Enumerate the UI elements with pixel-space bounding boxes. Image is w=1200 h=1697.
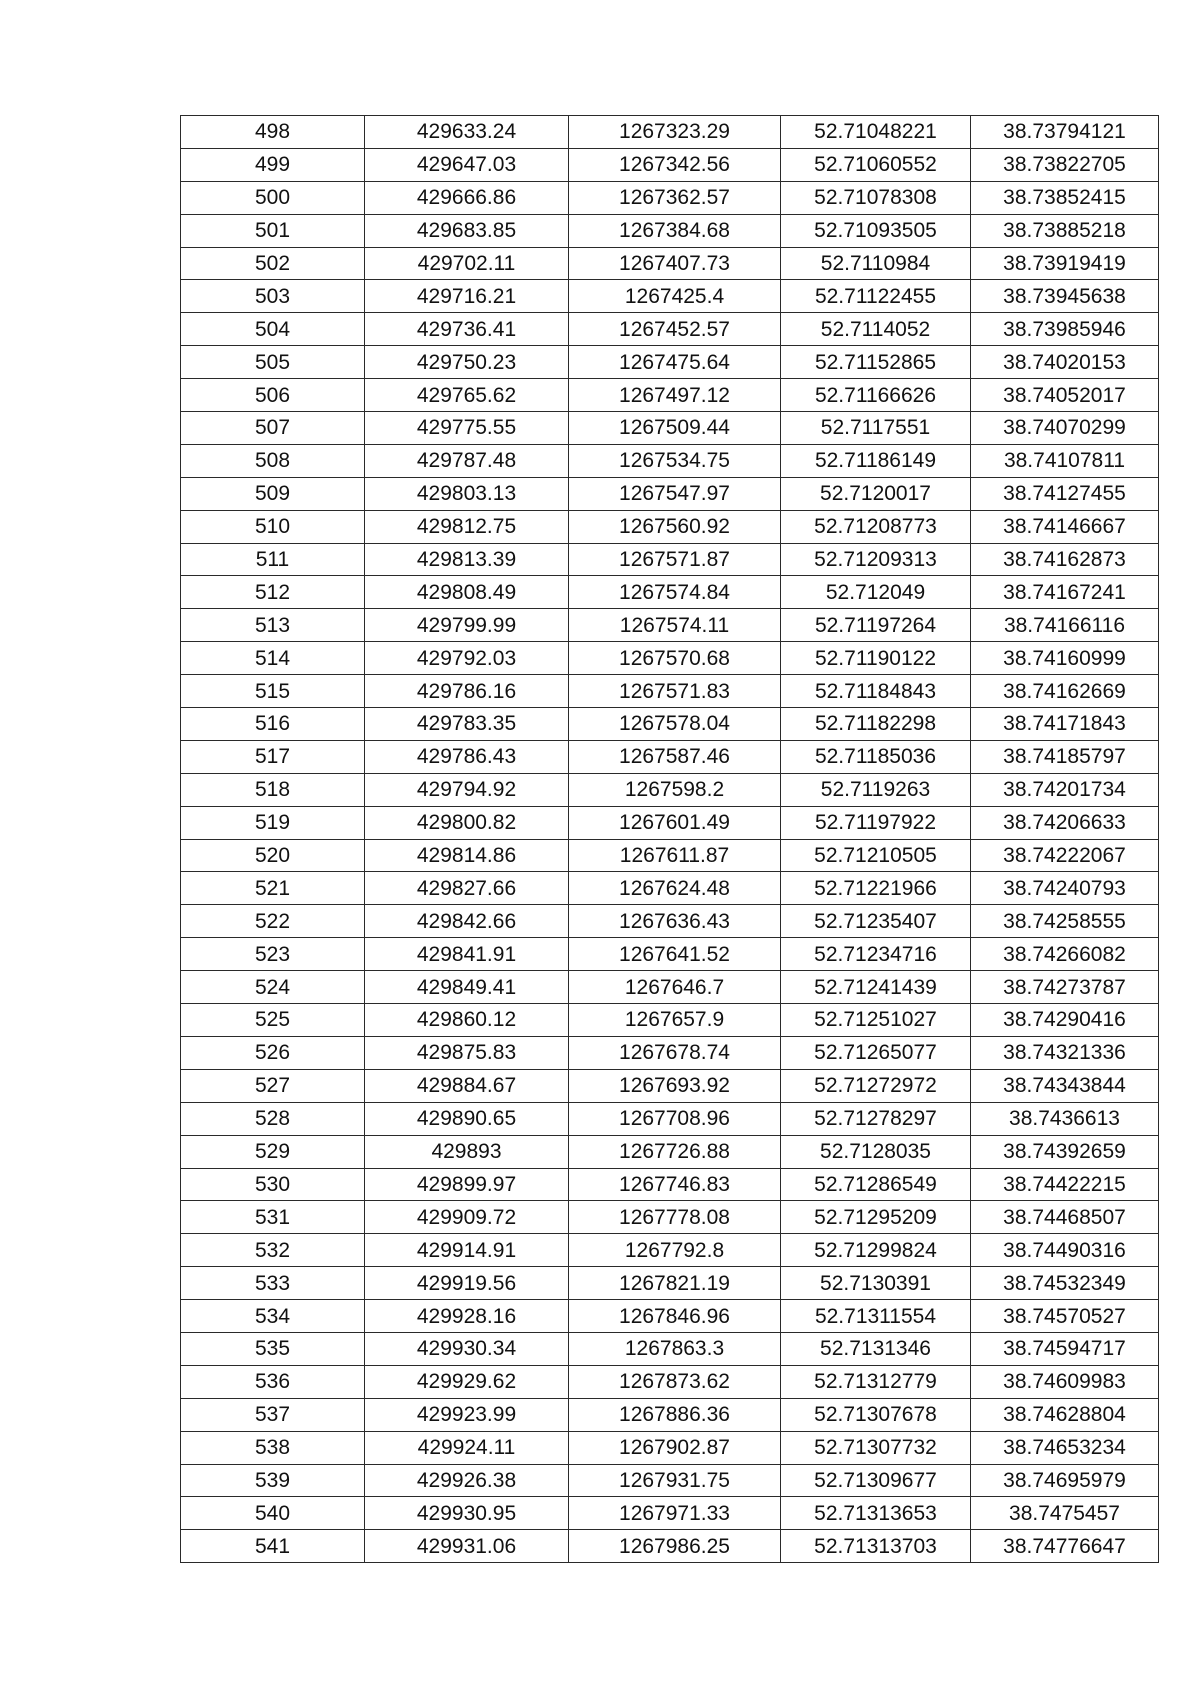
point-number-cell: 508 — [181, 444, 365, 477]
point-number-cell: 531 — [181, 1201, 365, 1234]
x-coordinate-cell: 429926.38 — [365, 1464, 569, 1497]
longitude-cell: 38.74266082 — [971, 938, 1159, 971]
longitude-cell: 38.74206633 — [971, 806, 1159, 839]
y-coordinate-cell: 1267611.87 — [569, 839, 781, 872]
longitude-cell: 38.74166116 — [971, 609, 1159, 642]
table-row — [181, 872, 1159, 905]
longitude-cell: 38.73822705 — [971, 148, 1159, 181]
y-coordinate-cell: 1267362.57 — [569, 181, 781, 214]
table-row — [181, 1168, 1159, 1201]
point-number-cell: 515 — [181, 675, 365, 708]
latitude-cell: 52.71286549 — [781, 1168, 971, 1201]
latitude-cell: 52.71251027 — [781, 1004, 971, 1037]
longitude-cell: 38.73985946 — [971, 313, 1159, 346]
y-coordinate-cell: 1267931.75 — [569, 1464, 781, 1497]
latitude-cell: 52.71299824 — [781, 1234, 971, 1267]
x-coordinate-cell: 429750.23 — [365, 346, 569, 379]
table-row — [181, 181, 1159, 214]
longitude-cell: 38.74162873 — [971, 543, 1159, 576]
latitude-cell: 52.71312779 — [781, 1365, 971, 1398]
table-row — [181, 379, 1159, 412]
x-coordinate-cell: 429813.39 — [365, 543, 569, 576]
y-coordinate-cell: 1267971.33 — [569, 1497, 781, 1530]
point-number-cell: 519 — [181, 806, 365, 839]
y-coordinate-cell: 1267601.49 — [569, 806, 781, 839]
point-number-cell: 534 — [181, 1300, 365, 1333]
point-number-cell: 503 — [181, 280, 365, 313]
point-number-cell: 504 — [181, 313, 365, 346]
point-number-cell: 510 — [181, 510, 365, 543]
longitude-cell: 38.74185797 — [971, 740, 1159, 773]
point-number-cell: 537 — [181, 1398, 365, 1431]
latitude-cell: 52.71197922 — [781, 806, 971, 839]
latitude-cell: 52.71197264 — [781, 609, 971, 642]
table-row — [181, 116, 1159, 149]
x-coordinate-cell: 429899.97 — [365, 1168, 569, 1201]
x-coordinate-cell: 429928.16 — [365, 1300, 569, 1333]
table-row — [181, 1398, 1159, 1431]
x-coordinate-cell: 429827.66 — [365, 872, 569, 905]
y-coordinate-cell: 1267587.46 — [569, 740, 781, 773]
latitude-cell: 52.71278297 — [781, 1102, 971, 1135]
point-number-cell: 528 — [181, 1102, 365, 1135]
latitude-cell: 52.71048221 — [781, 116, 971, 149]
x-coordinate-cell: 429683.85 — [365, 214, 569, 247]
y-coordinate-cell: 1267509.44 — [569, 412, 781, 445]
y-coordinate-cell: 1267342.56 — [569, 148, 781, 181]
x-coordinate-cell: 429716.21 — [365, 280, 569, 313]
point-number-cell: 540 — [181, 1497, 365, 1530]
longitude-cell: 38.74776647 — [971, 1530, 1159, 1563]
latitude-cell: 52.71166626 — [781, 379, 971, 412]
point-number-cell: 516 — [181, 708, 365, 741]
x-coordinate-cell: 429800.82 — [365, 806, 569, 839]
coordinates-table — [180, 115, 1159, 1563]
latitude-cell: 52.7128035 — [781, 1135, 971, 1168]
table-row — [181, 412, 1159, 445]
x-coordinate-cell: 429702.11 — [365, 247, 569, 280]
coordinates-table-body — [181, 116, 1159, 1563]
latitude-cell: 52.71241439 — [781, 971, 971, 1004]
latitude-cell: 52.71307732 — [781, 1431, 971, 1464]
point-number-cell: 529 — [181, 1135, 365, 1168]
longitude-cell: 38.74321336 — [971, 1036, 1159, 1069]
longitude-cell: 38.73945638 — [971, 280, 1159, 313]
longitude-cell: 38.74343844 — [971, 1069, 1159, 1102]
point-number-cell: 535 — [181, 1332, 365, 1365]
y-coordinate-cell: 1267646.7 — [569, 971, 781, 1004]
y-coordinate-cell: 1267384.68 — [569, 214, 781, 247]
y-coordinate-cell: 1267570.68 — [569, 642, 781, 675]
table-row — [181, 1300, 1159, 1333]
table-row — [181, 609, 1159, 642]
x-coordinate-cell: 429930.34 — [365, 1332, 569, 1365]
y-coordinate-cell: 1267641.52 — [569, 938, 781, 971]
table-row — [181, 1464, 1159, 1497]
longitude-cell: 38.74422215 — [971, 1168, 1159, 1201]
latitude-cell: 52.71186149 — [781, 444, 971, 477]
longitude-cell: 38.73794121 — [971, 116, 1159, 149]
longitude-cell: 38.73852415 — [971, 181, 1159, 214]
longitude-cell: 38.74167241 — [971, 576, 1159, 609]
x-coordinate-cell: 429787.48 — [365, 444, 569, 477]
longitude-cell: 38.74052017 — [971, 379, 1159, 412]
longitude-cell: 38.74609983 — [971, 1365, 1159, 1398]
longitude-cell: 38.74653234 — [971, 1431, 1159, 1464]
longitude-cell: 38.74222067 — [971, 839, 1159, 872]
latitude-cell: 52.7120017 — [781, 477, 971, 510]
y-coordinate-cell: 1267560.92 — [569, 510, 781, 543]
table-row — [181, 675, 1159, 708]
longitude-cell: 38.74162669 — [971, 675, 1159, 708]
x-coordinate-cell: 429909.72 — [365, 1201, 569, 1234]
latitude-cell: 52.71265077 — [781, 1036, 971, 1069]
y-coordinate-cell: 1267598.2 — [569, 773, 781, 806]
longitude-cell: 38.74290416 — [971, 1004, 1159, 1037]
point-number-cell: 500 — [181, 181, 365, 214]
latitude-cell: 52.71078308 — [781, 181, 971, 214]
table-row — [181, 1530, 1159, 1563]
y-coordinate-cell: 1267452.57 — [569, 313, 781, 346]
x-coordinate-cell: 429792.03 — [365, 642, 569, 675]
table-row — [181, 740, 1159, 773]
latitude-cell: 52.71307678 — [781, 1398, 971, 1431]
x-coordinate-cell: 429841.91 — [365, 938, 569, 971]
y-coordinate-cell: 1267407.73 — [569, 247, 781, 280]
longitude-cell: 38.74201734 — [971, 773, 1159, 806]
y-coordinate-cell: 1267571.87 — [569, 543, 781, 576]
y-coordinate-cell: 1267708.96 — [569, 1102, 781, 1135]
longitude-cell: 38.74127455 — [971, 477, 1159, 510]
longitude-cell: 38.74490316 — [971, 1234, 1159, 1267]
point-number-cell: 507 — [181, 412, 365, 445]
y-coordinate-cell: 1267726.88 — [569, 1135, 781, 1168]
point-number-cell: 505 — [181, 346, 365, 379]
y-coordinate-cell: 1267693.92 — [569, 1069, 781, 1102]
latitude-cell: 52.7110984 — [781, 247, 971, 280]
point-number-cell: 499 — [181, 148, 365, 181]
point-number-cell: 541 — [181, 1530, 365, 1563]
table-row — [181, 1135, 1159, 1168]
y-coordinate-cell: 1267497.12 — [569, 379, 781, 412]
point-number-cell: 511 — [181, 543, 365, 576]
y-coordinate-cell: 1267425.4 — [569, 280, 781, 313]
y-coordinate-cell: 1267886.36 — [569, 1398, 781, 1431]
x-coordinate-cell: 429875.83 — [365, 1036, 569, 1069]
latitude-cell: 52.71295209 — [781, 1201, 971, 1234]
table-row — [181, 1004, 1159, 1037]
x-coordinate-cell: 429814.86 — [365, 839, 569, 872]
longitude-cell: 38.74020153 — [971, 346, 1159, 379]
latitude-cell: 52.71210505 — [781, 839, 971, 872]
latitude-cell: 52.71152865 — [781, 346, 971, 379]
x-coordinate-cell: 429808.49 — [365, 576, 569, 609]
longitude-cell: 38.74146667 — [971, 510, 1159, 543]
point-number-cell: 518 — [181, 773, 365, 806]
longitude-cell: 38.74695979 — [971, 1464, 1159, 1497]
latitude-cell: 52.7119263 — [781, 773, 971, 806]
latitude-cell: 52.7117551 — [781, 412, 971, 445]
y-coordinate-cell: 1267475.64 — [569, 346, 781, 379]
latitude-cell: 52.71235407 — [781, 905, 971, 938]
table-row — [181, 839, 1159, 872]
point-number-cell: 532 — [181, 1234, 365, 1267]
y-coordinate-cell: 1267574.11 — [569, 609, 781, 642]
x-coordinate-cell: 429919.56 — [365, 1267, 569, 1300]
latitude-cell: 52.71182298 — [781, 708, 971, 741]
x-coordinate-cell: 429765.62 — [365, 379, 569, 412]
point-number-cell: 501 — [181, 214, 365, 247]
table-row — [181, 1497, 1159, 1530]
y-coordinate-cell: 1267534.75 — [569, 444, 781, 477]
table-row — [181, 1267, 1159, 1300]
longitude-cell: 38.74594717 — [971, 1332, 1159, 1365]
latitude-cell: 52.71190122 — [781, 642, 971, 675]
table-row — [181, 1201, 1159, 1234]
y-coordinate-cell: 1267863.3 — [569, 1332, 781, 1365]
longitude-cell: 38.74258555 — [971, 905, 1159, 938]
table-row — [181, 708, 1159, 741]
longitude-cell: 38.74070299 — [971, 412, 1159, 445]
longitude-cell: 38.74107811 — [971, 444, 1159, 477]
y-coordinate-cell: 1267323.29 — [569, 116, 781, 149]
table-row — [181, 444, 1159, 477]
point-number-cell: 524 — [181, 971, 365, 1004]
point-number-cell: 512 — [181, 576, 365, 609]
y-coordinate-cell: 1267571.83 — [569, 675, 781, 708]
x-coordinate-cell: 429890.65 — [365, 1102, 569, 1135]
longitude-cell: 38.73885218 — [971, 214, 1159, 247]
x-coordinate-cell: 429812.75 — [365, 510, 569, 543]
longitude-cell: 38.74160999 — [971, 642, 1159, 675]
point-number-cell: 523 — [181, 938, 365, 971]
latitude-cell: 52.7130391 — [781, 1267, 971, 1300]
longitude-cell: 38.74240793 — [971, 872, 1159, 905]
x-coordinate-cell: 429775.55 — [365, 412, 569, 445]
table-row — [181, 1102, 1159, 1135]
longitude-cell: 38.74628804 — [971, 1398, 1159, 1431]
table-row — [181, 1036, 1159, 1069]
latitude-cell: 52.71309677 — [781, 1464, 971, 1497]
point-number-cell: 525 — [181, 1004, 365, 1037]
point-number-cell: 513 — [181, 609, 365, 642]
x-coordinate-cell: 429794.92 — [365, 773, 569, 806]
latitude-cell: 52.7114052 — [781, 313, 971, 346]
x-coordinate-cell: 429736.41 — [365, 313, 569, 346]
longitude-cell: 38.74570527 — [971, 1300, 1159, 1333]
y-coordinate-cell: 1267547.97 — [569, 477, 781, 510]
y-coordinate-cell: 1267657.9 — [569, 1004, 781, 1037]
longitude-cell: 38.7436613 — [971, 1102, 1159, 1135]
longitude-cell: 38.73919419 — [971, 247, 1159, 280]
x-coordinate-cell: 429786.43 — [365, 740, 569, 773]
latitude-cell: 52.71234716 — [781, 938, 971, 971]
x-coordinate-cell: 429842.66 — [365, 905, 569, 938]
x-coordinate-cell: 429799.99 — [365, 609, 569, 642]
x-coordinate-cell: 429803.13 — [365, 477, 569, 510]
table-row — [181, 1234, 1159, 1267]
latitude-cell: 52.71209313 — [781, 543, 971, 576]
point-number-cell: 517 — [181, 740, 365, 773]
point-number-cell: 527 — [181, 1069, 365, 1102]
latitude-cell: 52.71221966 — [781, 872, 971, 905]
point-number-cell: 498 — [181, 116, 365, 149]
longitude-cell: 38.7475457 — [971, 1497, 1159, 1530]
table-row — [181, 1365, 1159, 1398]
point-number-cell: 526 — [181, 1036, 365, 1069]
point-number-cell: 520 — [181, 839, 365, 872]
point-number-cell: 521 — [181, 872, 365, 905]
table-row — [181, 806, 1159, 839]
table-row — [181, 971, 1159, 1004]
x-coordinate-cell: 429929.62 — [365, 1365, 569, 1398]
latitude-cell: 52.71313703 — [781, 1530, 971, 1563]
latitude-cell: 52.71122455 — [781, 280, 971, 313]
y-coordinate-cell: 1267636.43 — [569, 905, 781, 938]
x-coordinate-cell: 429786.16 — [365, 675, 569, 708]
point-number-cell: 530 — [181, 1168, 365, 1201]
longitude-cell: 38.74468507 — [971, 1201, 1159, 1234]
y-coordinate-cell: 1267821.19 — [569, 1267, 781, 1300]
table-row — [181, 477, 1159, 510]
x-coordinate-cell: 429860.12 — [365, 1004, 569, 1037]
table-row — [181, 1332, 1159, 1365]
table-row — [181, 1431, 1159, 1464]
point-number-cell: 536 — [181, 1365, 365, 1398]
point-number-cell: 539 — [181, 1464, 365, 1497]
latitude-cell: 52.712049 — [781, 576, 971, 609]
x-coordinate-cell: 429633.24 — [365, 116, 569, 149]
latitude-cell: 52.7131346 — [781, 1332, 971, 1365]
latitude-cell: 52.71184843 — [781, 675, 971, 708]
point-number-cell: 506 — [181, 379, 365, 412]
point-number-cell: 538 — [181, 1431, 365, 1464]
latitude-cell: 52.71272972 — [781, 1069, 971, 1102]
table-row — [181, 543, 1159, 576]
longitude-cell: 38.74392659 — [971, 1135, 1159, 1168]
y-coordinate-cell: 1267902.87 — [569, 1431, 781, 1464]
table-row — [181, 214, 1159, 247]
x-coordinate-cell: 429923.99 — [365, 1398, 569, 1431]
x-coordinate-cell: 429931.06 — [365, 1530, 569, 1563]
table-row — [181, 938, 1159, 971]
longitude-cell: 38.74532349 — [971, 1267, 1159, 1300]
table-row — [181, 576, 1159, 609]
point-number-cell: 522 — [181, 905, 365, 938]
y-coordinate-cell: 1267778.08 — [569, 1201, 781, 1234]
table-row — [181, 148, 1159, 181]
x-coordinate-cell: 429849.41 — [365, 971, 569, 1004]
table-row — [181, 280, 1159, 313]
latitude-cell: 52.71311554 — [781, 1300, 971, 1333]
y-coordinate-cell: 1267578.04 — [569, 708, 781, 741]
latitude-cell: 52.71060552 — [781, 148, 971, 181]
point-number-cell: 514 — [181, 642, 365, 675]
y-coordinate-cell: 1267846.96 — [569, 1300, 781, 1333]
x-coordinate-cell: 429930.95 — [365, 1497, 569, 1530]
y-coordinate-cell: 1267574.84 — [569, 576, 781, 609]
x-coordinate-cell: 429924.11 — [365, 1431, 569, 1464]
latitude-cell: 52.71185036 — [781, 740, 971, 773]
table-row — [181, 247, 1159, 280]
point-number-cell: 533 — [181, 1267, 365, 1300]
point-number-cell: 509 — [181, 477, 365, 510]
x-coordinate-cell: 429893 — [365, 1135, 569, 1168]
point-number-cell: 502 — [181, 247, 365, 280]
x-coordinate-cell: 429884.67 — [365, 1069, 569, 1102]
y-coordinate-cell: 1267873.62 — [569, 1365, 781, 1398]
longitude-cell: 38.74171843 — [971, 708, 1159, 741]
x-coordinate-cell: 429914.91 — [365, 1234, 569, 1267]
y-coordinate-cell: 1267624.48 — [569, 872, 781, 905]
y-coordinate-cell: 1267792.8 — [569, 1234, 781, 1267]
y-coordinate-cell: 1267678.74 — [569, 1036, 781, 1069]
latitude-cell: 52.71313653 — [781, 1497, 971, 1530]
x-coordinate-cell: 429647.03 — [365, 148, 569, 181]
table-row — [181, 642, 1159, 675]
longitude-cell: 38.74273787 — [971, 971, 1159, 1004]
table-row — [181, 1069, 1159, 1102]
table-row — [181, 510, 1159, 543]
table-row — [181, 346, 1159, 379]
y-coordinate-cell: 1267986.25 — [569, 1530, 781, 1563]
x-coordinate-cell: 429783.35 — [365, 708, 569, 741]
latitude-cell: 52.71093505 — [781, 214, 971, 247]
y-coordinate-cell: 1267746.83 — [569, 1168, 781, 1201]
table-row — [181, 313, 1159, 346]
latitude-cell: 52.71208773 — [781, 510, 971, 543]
x-coordinate-cell: 429666.86 — [365, 181, 569, 214]
table-row — [181, 773, 1159, 806]
table-row — [181, 905, 1159, 938]
